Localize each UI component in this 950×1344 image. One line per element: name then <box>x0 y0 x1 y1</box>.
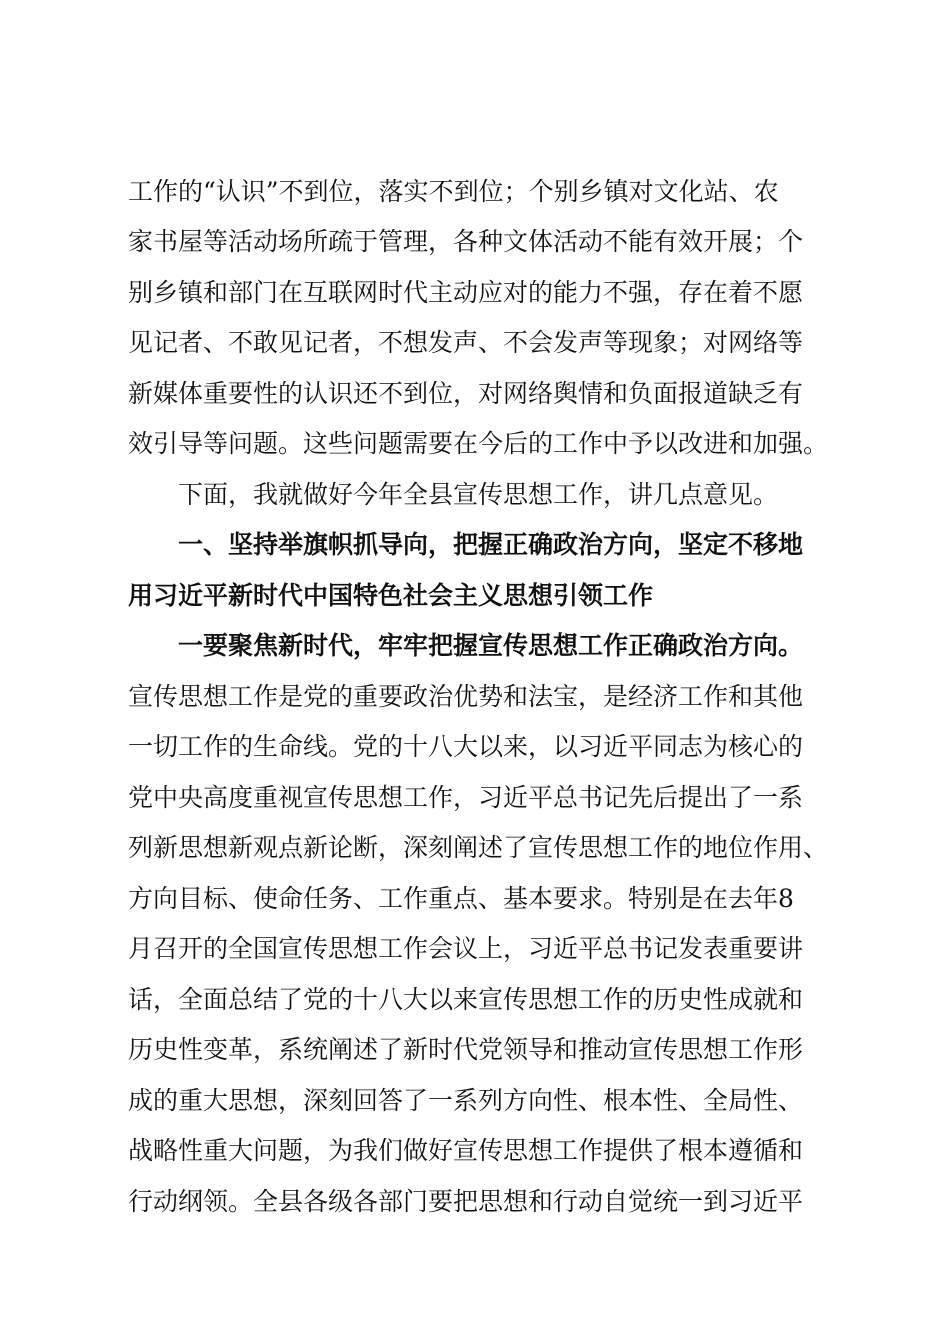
body-text-line: 党中央高度重视宣传思想工作，习近平总书记先后提出了一系 <box>128 783 804 812</box>
subsection-heading: 一要聚焦新时代，牢牢把握宣传思想工作正确政治方向。 <box>178 631 804 660</box>
section-heading-continued: 用习近平新时代中国特色社会主义思想引领工作 <box>128 581 654 610</box>
body-text-line: 成的重大思想，深刻回答了一系列方向性、根本性、全局性、 <box>128 1086 804 1115</box>
body-text-line: 方向目标、使命任务、工作重点、基本要求。特别是在去年8 <box>128 884 794 913</box>
body-text-line: 列新思想新观点新论断，深刻阐述了宣传思想工作的地位作用、 <box>128 833 829 862</box>
body-text-line: 宣传思想工作是党的重要政治优势和法宝，是经济工作和其他 <box>128 682 804 711</box>
body-text-line: 一切工作的生命线。党的十八大以来，以习近平同志为核心的 <box>128 732 804 761</box>
body-text-line: 行动纲领。全县各级各部门要把思想和行动自觉统一到习近平 <box>128 1187 804 1216</box>
body-text-line: 见记者、不敢见记者，不想发声、不会发声等现象；对网络等 <box>128 328 804 357</box>
section-heading: 一、坚持举旗帜抓导向，把握正确政治方向，坚定不移地 <box>178 530 804 559</box>
body-text-line: 效引导等问题。这些问题需要在今后的工作中予以改进和加强。 <box>128 429 829 458</box>
body-text-line: 新媒体重要性的认识还不到位，对网络舆情和负面报道缺乏有 <box>128 379 804 408</box>
body-text-line: 工作的“认识”不到位，落实不到位；个别乡镇对文化站、农 <box>128 177 779 206</box>
body-text-line: 家书屋等活动场所疏于管理，各种文体活动不能有效开展；个 <box>128 227 804 256</box>
body-text-line: 战略性重大问题，为我们做好宣传思想工作提供了根本遵循和 <box>128 1136 804 1165</box>
body-text-line: 话，全面总结了党的十八大以来宣传思想工作的历史性成就和 <box>128 985 804 1014</box>
paragraph-first-line: 下面，我就做好今年全县宣传思想工作，讲几点意见。 <box>178 480 779 509</box>
body-text-line: 别乡镇和部门在互联网时代主动应对的能力不强，存在着不愿 <box>128 278 804 307</box>
body-text-line: 历史性变革，系统阐述了新时代党领导和推动宣传思想工作形 <box>128 1035 804 1064</box>
body-text-line: 月召开的全国宣传思想工作会议上，习近平总书记发表重要讲 <box>128 934 804 963</box>
